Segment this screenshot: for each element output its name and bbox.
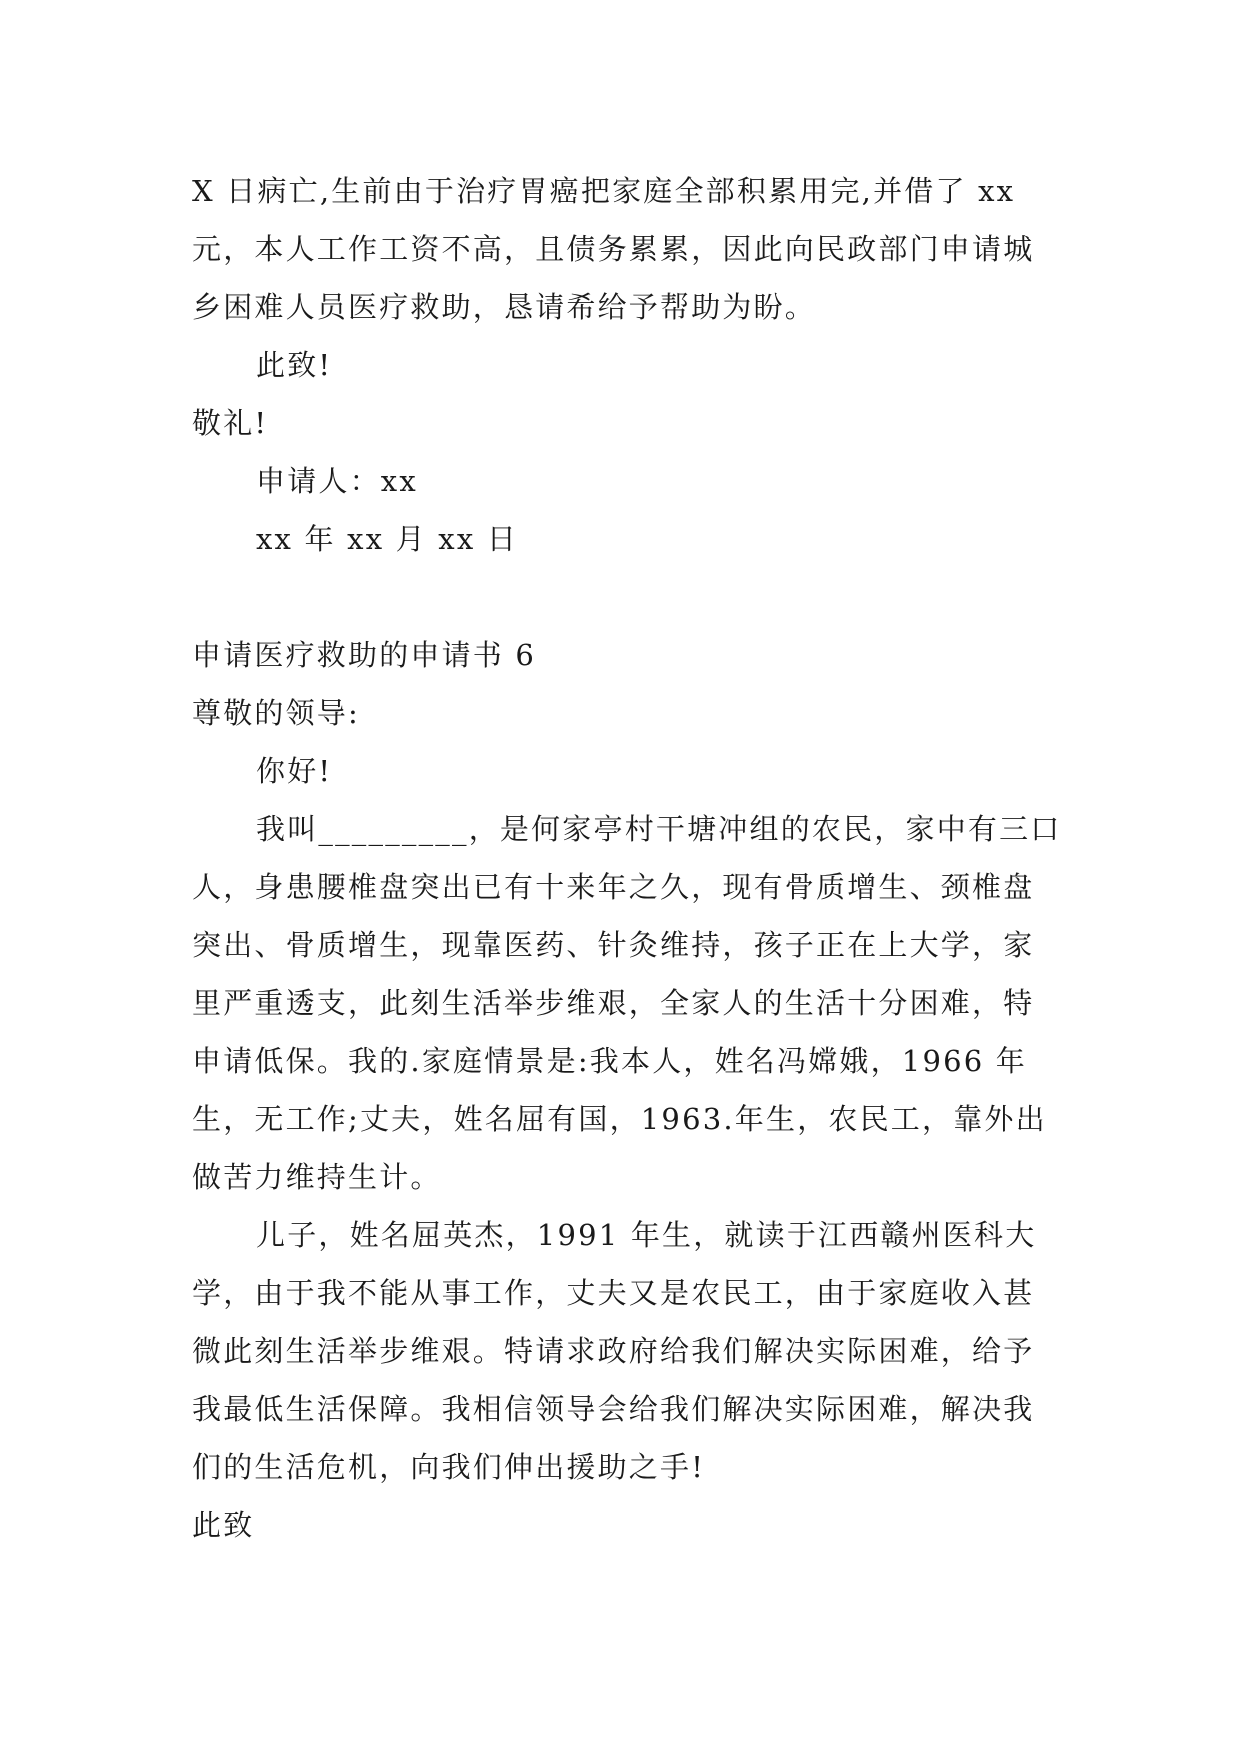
section-spacer [192, 568, 1062, 626]
closing-phrase-2: 此致 [192, 1508, 255, 1542]
intro-paragraph: X 日病亡,生前由于治疗胃癌把家庭全部积累用完,并借了 xx 元，本人工作工资不高，且债务累累，因此向民政部门申请城乡困难人员医疗救助，恳请希给予帮助为盼。 [192, 174, 1035, 324]
applicant-signature: 申请人：xx [256, 464, 418, 498]
addressee: 尊敬的领导: [192, 696, 360, 730]
closing-phrase: 此致! [256, 348, 333, 382]
date-line: xx 年 xx 月 xx 日 [256, 522, 519, 556]
greeting: 你好! [256, 754, 333, 788]
body-paragraph-2: 儿子，姓名屈英杰，1991 年生，就读于江西赣州医科大学，由于我不能从事工作，丈夫又是农民工，由于家庭收入甚微此刻生活举步维艰。特请求政府给我们解决实际困难，给予我最低生活保障。我相信领导会给我们解决实际困难，解决我们的生活危机，向我们伸出援助之手! [192, 1218, 1037, 1484]
salutation: 敬礼! [192, 406, 269, 440]
document-body [192, 162, 1062, 1554]
section-title: 申请医疗救助的申请书 6 [192, 638, 537, 672]
body-paragraph-1: 我叫_________，是何家亭村干塘冲组的农民，家中有三口人，身患腰椎盘突出已有十来年之久，现有骨质增生、颈椎盘突出、骨质增生，现靠医药、针灸维持，孩子正在上大学，家里严重透支，此刻生活举步维艰，全家人的生活十分困难，特申请低保。我的.家庭情景是:我本人，姓名冯嫦娥，1966 年生，无工作;丈夫，姓名屈有国，1963.年生，农民工，靠外出做苦力维持生计。 [192, 812, 1062, 1194]
